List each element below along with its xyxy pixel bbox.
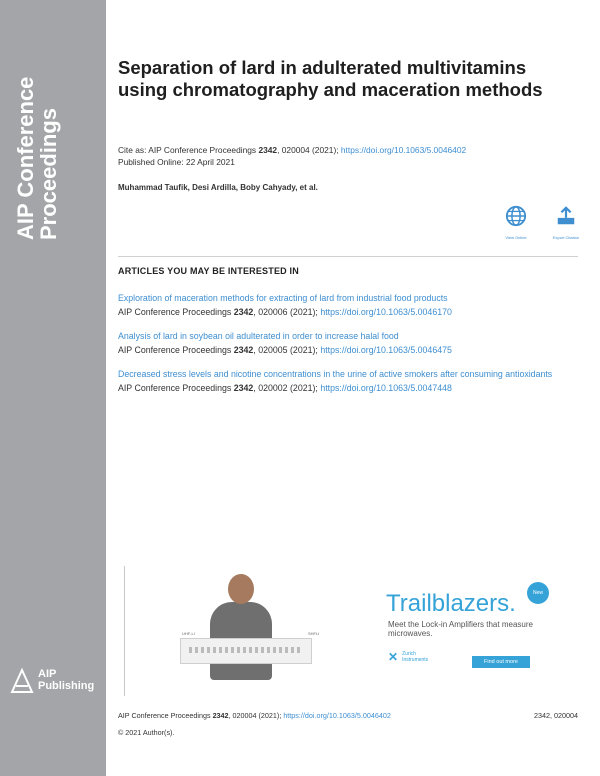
copyright: © 2021 Author(s). bbox=[118, 728, 175, 737]
related-cite-suffix: , 020005 (2021); bbox=[253, 345, 321, 355]
journal-name-line2: Proceedings bbox=[36, 107, 61, 240]
ad-new-badge: New bbox=[527, 582, 549, 604]
ad-brand-line1: Zurich bbox=[402, 651, 416, 657]
related-cite-suffix: , 020002 (2021); bbox=[253, 383, 321, 393]
related-article bbox=[118, 368, 558, 394]
related-article bbox=[118, 330, 558, 356]
ad-person-head bbox=[228, 574, 254, 604]
related-cite-prefix: AIP Conference Proceedings bbox=[118, 383, 234, 393]
zurich-instruments-logo bbox=[388, 650, 428, 664]
ad-device-label-right: SHFLI bbox=[308, 631, 320, 636]
related-doi-link[interactable]: https://doi.org/10.1063/5.0047448 bbox=[320, 383, 452, 393]
export-citation-button[interactable] bbox=[546, 205, 586, 240]
related-heading: ARTICLES YOU MAY BE INTERESTED IN bbox=[118, 266, 299, 276]
related-cite-volume: 2342 bbox=[233, 345, 254, 355]
aip-publishing-logo[interactable] bbox=[10, 666, 94, 694]
divider-top bbox=[118, 256, 578, 257]
related-article-cite bbox=[118, 306, 558, 318]
related-cite-prefix: AIP Conference Proceedings bbox=[118, 345, 234, 355]
related-cite-volume: 2342 bbox=[233, 383, 254, 393]
footer-doi-link[interactable]: https://doi.org/10.1063/5.0046402 bbox=[283, 711, 391, 720]
footer-cite-prefix: AIP Conference Proceedings bbox=[118, 711, 213, 720]
cite-prefix: Cite as: AIP Conference Proceedings bbox=[118, 145, 259, 155]
related-article bbox=[118, 292, 558, 318]
zurich-x-icon: ✕ bbox=[388, 650, 399, 664]
cite-as bbox=[118, 145, 466, 155]
paper-title: Separation of lard in adulterated multivitamins using chromatography and maceration methods bbox=[118, 57, 543, 100]
ad-brand-line2: Instruments bbox=[402, 657, 429, 663]
cite-volume: 2342 bbox=[258, 145, 278, 155]
view-online-label: View Online bbox=[505, 235, 527, 240]
journal-name-line1: AIP Conference bbox=[13, 76, 38, 240]
related-article-title[interactable]: Analysis of lard in soybean oil adulterated in order to increase halal food bbox=[118, 331, 399, 341]
view-online-button[interactable] bbox=[496, 205, 536, 240]
authors[interactable]: Muhammad Taufik, Desi Ardilla, Boby Cahyady, et al. bbox=[118, 183, 318, 192]
logo-text-line1: AIP bbox=[38, 668, 57, 680]
related-cite-suffix: , 020006 (2021); bbox=[253, 307, 321, 317]
related-article-cite bbox=[118, 382, 558, 394]
export-icon bbox=[555, 205, 577, 227]
related-doi-link[interactable]: https://doi.org/10.1063/5.0046475 bbox=[320, 345, 452, 355]
related-cite-prefix: AIP Conference Proceedings bbox=[118, 307, 234, 317]
footer-cite-suffix: , 020004 (2021); bbox=[228, 711, 284, 720]
footer-page-number: 2342, 020004 bbox=[534, 711, 578, 720]
cite-doi-link[interactable]: https://doi.org/10.1063/5.0046402 bbox=[340, 145, 467, 155]
globe-icon bbox=[505, 205, 527, 227]
ad-divider bbox=[124, 566, 125, 696]
cite-suffix: , 020004 (2021); bbox=[277, 145, 341, 155]
logo-text-line2: Publishing bbox=[38, 680, 95, 692]
footer-cite-volume: 2342 bbox=[212, 711, 229, 720]
published-online: Published Online: 22 April 2021 bbox=[118, 157, 235, 167]
ad-title: Trailblazers. bbox=[386, 590, 516, 617]
ad-device-image bbox=[180, 638, 312, 664]
export-citation-label: Export Citation bbox=[552, 235, 580, 240]
related-cite-volume: 2342 bbox=[233, 307, 254, 317]
aip-logo-icon bbox=[10, 666, 34, 694]
ad-device-label-left: UHF-LI bbox=[182, 631, 195, 636]
related-doi-link[interactable]: https://doi.org/10.1063/5.0046170 bbox=[320, 307, 452, 317]
sidebar bbox=[0, 0, 106, 776]
journal-name bbox=[14, 20, 60, 240]
advertisement-banner[interactable] bbox=[124, 566, 554, 696]
find-out-more-button[interactable]: Find out more bbox=[472, 656, 530, 668]
footer-citation bbox=[118, 711, 391, 720]
related-article-title[interactable]: Decreased stress levels and nicotine concentrations in the urine of active smokers after consuming antioxidants bbox=[118, 369, 553, 379]
related-article-title[interactable]: Exploration of maceration methods for extracting of lard from industrial food products bbox=[118, 293, 448, 303]
related-article-cite bbox=[118, 344, 558, 356]
ad-subtitle: Meet the Lock-in Amplifiers that measure microwaves. bbox=[388, 620, 533, 638]
